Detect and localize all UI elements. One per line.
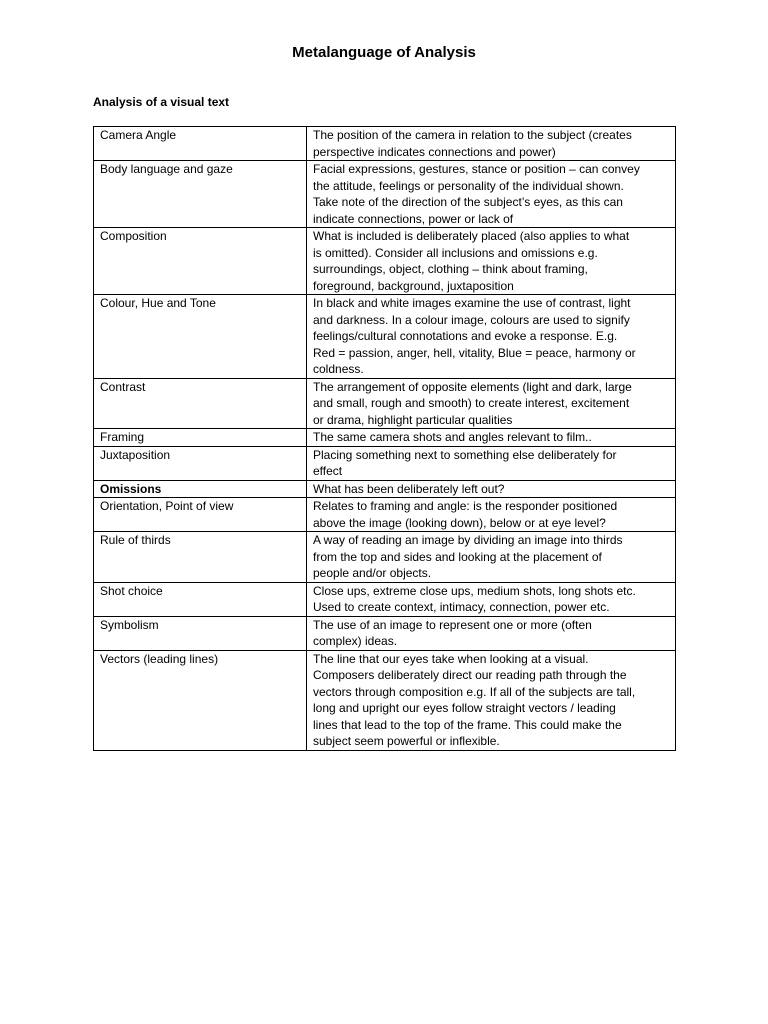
table-row <box>94 378 676 429</box>
table-row <box>94 480 676 498</box>
term-cell: Contrast <box>94 378 307 429</box>
term-cell: Rule of thirds <box>94 532 307 583</box>
definition-line: the attitude, feelings or personality of the individual shown. <box>313 178 624 193</box>
definition-line: In black and white images examine the use of contrast, light <box>313 296 631 310</box>
term-cell: Omissions <box>94 480 307 498</box>
definition-line: or drama, highlight particular qualities <box>313 412 513 427</box>
term-cell: Juxtaposition <box>94 446 307 480</box>
term-cell: Camera Angle <box>94 127 307 161</box>
definition-line: What is included is deliberately placed (also applies to what <box>313 229 630 243</box>
table-row <box>94 650 676 750</box>
definition-line: coldness. <box>313 362 364 376</box>
definition-line: and darkness. In a colour image, colours are used to signify <box>313 312 630 327</box>
definition-cell <box>307 616 676 650</box>
definition-cell <box>307 582 676 616</box>
definition-cell <box>307 161 676 228</box>
table-row <box>94 295 676 379</box>
table-row <box>94 582 676 616</box>
table-row <box>94 161 676 228</box>
definition-line: The line that our eyes take when looking at a visual. <box>313 651 589 666</box>
definition-cell <box>307 480 676 498</box>
definition-cell <box>307 295 676 379</box>
definition-line: above the image (looking down), below or at eye level? <box>313 515 606 530</box>
definition-line: feelings/cultural connotations and evoke a response. E.g. <box>313 329 618 343</box>
metalanguage-table <box>93 126 676 751</box>
definition-line: The same camera shots and angles relevant to film.. <box>313 430 592 444</box>
table-row <box>94 616 676 650</box>
definition-line: from the top and sides and looking at the placement of <box>313 549 602 564</box>
table-row <box>94 127 676 161</box>
definition-cell <box>307 532 676 583</box>
definition-line: complex) ideas. <box>313 634 398 648</box>
definition-cell <box>307 378 676 429</box>
definition-line: What has been deliberately left out? <box>313 481 505 496</box>
term-cell: Orientation, Point of view <box>94 498 307 532</box>
term-cell: Composition <box>94 228 307 295</box>
definition-line: Relates to framing and angle: is the responder positioned <box>313 499 618 513</box>
definition-line: The arrangement of opposite elements (light and dark, large <box>313 379 632 394</box>
term-cell: Shot choice <box>94 582 307 616</box>
term-cell: Vectors (leading lines) <box>94 650 307 750</box>
table-row <box>94 446 676 480</box>
definition-cell <box>307 650 676 750</box>
definition-line: and small, rough and smooth) to create interest, excitement <box>313 396 630 410</box>
definition-line: Take note of the direction of the subject’s eyes, as this can <box>313 195 623 209</box>
table-body <box>94 127 676 751</box>
definition-line: lines that lead to the top of the frame. This could make the <box>313 717 622 732</box>
definition-line: Red = passion, anger, hell, vitality, Blue = peace, harmony or <box>313 345 636 360</box>
table-row <box>94 498 676 532</box>
definition-line: The use of an image to represent one or more (often <box>313 617 592 632</box>
definition-line: effect <box>313 464 343 478</box>
table-row <box>94 429 676 447</box>
definition-line: is omitted). Consider all inclusions and omissions e.g. <box>313 245 598 260</box>
document-title: Metalanguage of Analysis <box>292 44 476 61</box>
term-cell: Body language and gaze <box>94 161 307 228</box>
definition-line: Composers deliberately direct our reading path through the <box>313 668 627 682</box>
definition-line: Used to create context, intimacy, connection, power etc. <box>313 600 610 614</box>
definition-cell <box>307 498 676 532</box>
definition-line: Close ups, extreme close ups, medium shots, long shots etc. <box>313 583 636 598</box>
definition-line: Facial expressions, gestures, stance or position – can convey <box>313 162 640 176</box>
definition-cell <box>307 228 676 295</box>
definition-line: long and upright our eyes follow straight vectors / leading <box>313 701 616 715</box>
definition-cell <box>307 446 676 480</box>
definition-cell <box>307 429 676 447</box>
definition-line: vectors through composition e.g. If all of the subjects are tall, <box>313 684 636 699</box>
definition-line: people and/or objects. <box>313 566 432 580</box>
definition-line: foreground, background, juxtaposition <box>313 278 514 293</box>
definition-line: indicate connections, power or lack of <box>313 211 514 226</box>
definition-line: subject seem powerful or inflexible. <box>313 734 500 748</box>
term-cell: Framing <box>94 429 307 447</box>
definition-line: surroundings, object, clothing – think about framing, <box>313 262 588 276</box>
definition-line: Placing something next to something else deliberately for <box>313 447 617 462</box>
definition-cell <box>307 127 676 161</box>
term-cell: Colour, Hue and Tone <box>94 295 307 379</box>
table-row <box>94 228 676 295</box>
definition-line: A way of reading an image by dividing an image into thirds <box>313 533 623 547</box>
term-cell: Symbolism <box>94 616 307 650</box>
definition-line: The position of the camera in relation to the subject (creates <box>313 128 632 142</box>
definition-line: perspective indicates connections and power) <box>313 144 556 159</box>
table-row <box>94 532 676 583</box>
document-subtitle: Analysis of a visual text <box>93 95 230 109</box>
